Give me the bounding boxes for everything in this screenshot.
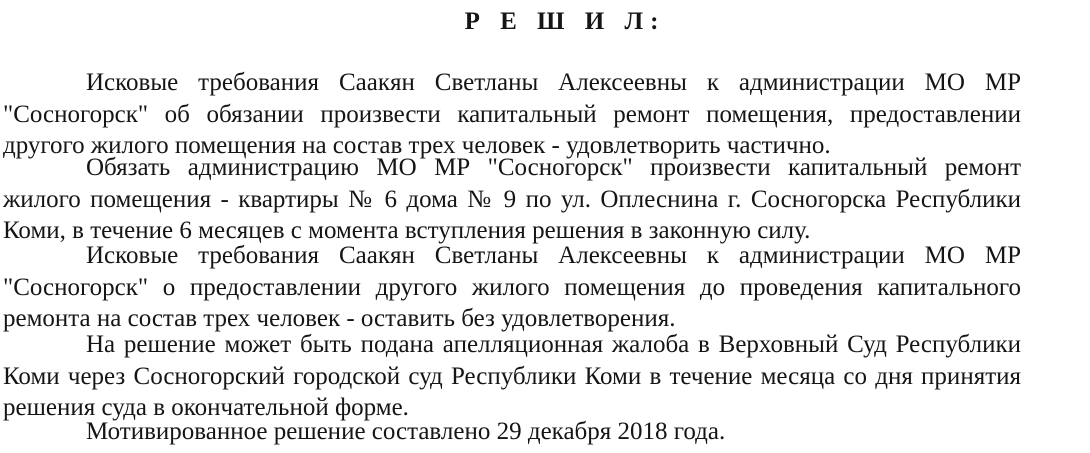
- paragraph-obligation: [3, 152, 1021, 247]
- text-line: "Сосногорск" об обязании произвести капитальный ремонт помещения, предоставлении: [3, 100, 1021, 128]
- paragraph-appeal: [3, 329, 1021, 424]
- text-line: Исковые требования Саакян Светланы Алексеевны к администрации МО МР: [86, 242, 1021, 269]
- text-line: Обязать администрацию МО МР "Сосногорск" произвести капитальный ремонт: [86, 154, 1021, 181]
- paragraph-motivated-decision: [3, 416, 1021, 448]
- paragraph-claim-denied: [3, 240, 1021, 335]
- text-line: "Сосногорск" о предоставлении другого жилого помещения до проведения капитального: [3, 273, 1021, 301]
- text-line: ремонта на состав трех человек - оставить без удовлетворения.: [3, 305, 676, 332]
- text-line: На решение может быть подана апелляционная жалоба в Верховный Суд Республики: [86, 331, 1021, 358]
- paragraph-claim-partial: [3, 67, 1021, 162]
- decision-heading: Р Е Ш И Л:: [464, 8, 666, 35]
- text-line: Исковые требования Саакян Светланы Алексеевны к администрации МО МР: [86, 69, 1021, 96]
- text-line: Коми, в течение 6 месяцев с момента вступления решения в законную силу.: [3, 217, 811, 244]
- text-line: Мотивированное решение составлено 29 декабря 2018 года.: [86, 418, 726, 445]
- text-line: другого жилого помещения на состав трех человек - удовлетворить частично.: [3, 132, 831, 159]
- text-line: Коми через Сосногорский городской суд Республики Коми в течение месяца со дня принятия: [3, 362, 1021, 390]
- text-line: решения суда в окончательной форме.: [3, 394, 409, 421]
- text-line: жилого помещения - квартиры № 6 дома № 9 по ул. Оплеснина г. Сосногорска Республики: [3, 185, 1021, 213]
